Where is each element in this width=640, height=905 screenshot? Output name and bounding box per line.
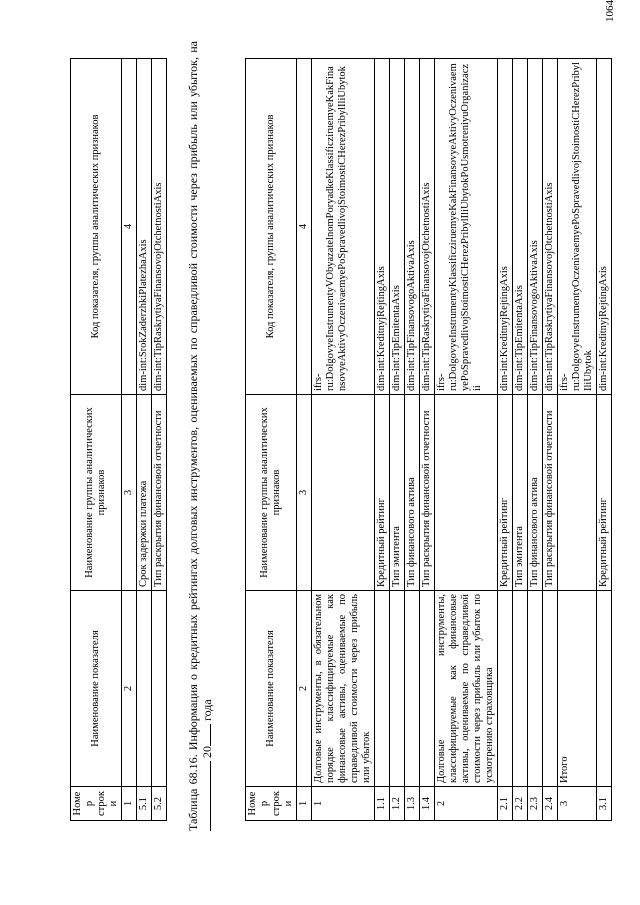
- code-cell: ifrs-ru:DolgovyeInstrumentyOczenivaemyePoSpravedlivojStoimostiCHerezPribylIliUbytok: [558, 59, 597, 395]
- caption-year-word: года: [200, 699, 214, 721]
- table-row: [528, 59, 543, 821]
- header-group-name: Наименование группы аналитических признаков: [71, 395, 122, 591]
- group-name-cell: Срок задержки платежа: [137, 395, 152, 591]
- column-number: 2: [122, 591, 137, 787]
- table-row: [435, 59, 498, 821]
- column-number: 3: [297, 395, 312, 591]
- caption-year-prefix: 20: [200, 746, 214, 758]
- table-row: [420, 59, 435, 821]
- column-number: 4: [297, 59, 312, 395]
- caption-text: Таблица 68.16. Информация о кредитных рейтингах долговых инструментов, оцениваемых по справедливой стоимости через прибыль или убыток, на: [186, 41, 200, 831]
- row-number-cell: 2.3: [528, 787, 543, 821]
- row-number-cell: 5.1: [137, 787, 152, 821]
- row-number-cell: 1: [312, 787, 375, 821]
- group-name-cell: Тип эмитента: [390, 395, 405, 591]
- row-number-cell: 2.1: [498, 787, 513, 821]
- group-name-cell: Кредитный рейтинг: [498, 395, 513, 591]
- group-name-cell: [558, 395, 597, 591]
- indicator-name-cell: [152, 591, 167, 787]
- table-68-15-continuation: [70, 58, 167, 821]
- table-row: [543, 59, 558, 821]
- code-cell: dim-int:TipRaskrytiyaFinansovojOtchetnostiAxis: [152, 59, 167, 395]
- indicator-name-cell: [137, 591, 152, 787]
- date-blank: [200, 761, 211, 831]
- code-cell: dim-int:KreditnyjRejtingAxis: [498, 59, 513, 395]
- row-number-cell: 2: [435, 787, 498, 821]
- row-number-cell: 1.3: [405, 787, 420, 821]
- group-name-cell: Тип раскрытия финансовой отчетности: [420, 395, 435, 591]
- row-number-cell: 2.2: [513, 787, 528, 821]
- indicator-name-cell: Долговые инструменты, в обязательном порядке классифицируемые как финансовые активы, оцениваемые по справедливой стоимости через прибыль или убыток: [312, 591, 375, 787]
- page-number: 1064: [604, 0, 616, 22]
- column-number: 2: [297, 591, 312, 787]
- code-cell: dim-int:TipRaskrytiyaFinansovojOtchetnostiAxis: [543, 59, 558, 395]
- table-row: [152, 59, 167, 821]
- table-row: [405, 59, 420, 821]
- table-caption: [186, 41, 214, 831]
- group-name-cell: Кредитный рейтинг: [375, 395, 390, 591]
- row-number-cell: 1.2: [390, 787, 405, 821]
- column-number: 4: [122, 59, 137, 395]
- table-row: [558, 59, 597, 821]
- year-blank: [200, 724, 211, 746]
- table-row: [513, 59, 528, 821]
- indicator-name-cell: [420, 591, 435, 787]
- indicator-name-cell: Долговые инструменты, классифицируемые как финансовые активы, оцениваемые по справедливой стоимости через прибыль или убыток по усмотрению страховщика: [435, 591, 498, 787]
- group-name-cell: Тип эмитента: [513, 395, 528, 591]
- group-name-cell: Тип финансового актива: [528, 395, 543, 591]
- code-cell: dim-int:KreditnyjRejtingAxis: [375, 59, 390, 395]
- code-cell: dim-int:TipFinansovogoAktivaAxis: [405, 59, 420, 395]
- group-name-cell: [435, 395, 498, 591]
- column-number: 1: [122, 787, 137, 821]
- header-indicator-name: Наименование показателя: [246, 591, 297, 787]
- group-name-cell: Кредитный рейтинг: [597, 395, 612, 591]
- header-code: Код показателя, группы аналитических признаков: [71, 59, 122, 395]
- group-name-cell: Тип раскрытия финансовой отчетности: [152, 395, 167, 591]
- row-number-cell: 3: [558, 787, 597, 821]
- code-cell: ifrs-ru:DolgovyeInstrumentyVObyazatelnomPoryadkeKlassificziruemyeKakFinansovyeAktivyOczenivaemyePoSpravedlivojStoimostiCHerezPribylIliUbytok: [312, 59, 375, 395]
- column-number: 1: [297, 787, 312, 821]
- indicator-name-cell: [498, 591, 513, 787]
- row-number-cell: 1.1: [375, 787, 390, 821]
- header-row-number: Номер строки: [246, 787, 297, 821]
- table-row: [312, 59, 375, 821]
- table-row: [597, 59, 612, 821]
- table-row: [390, 59, 405, 821]
- code-cell: ifrs-ru:DolgovyeInstrumentyKlassificziruemyeKakFinansovyeAktivyOczenivaemyePoSpravedlivojStoimostiCHerezPribylIliUbytokPoUsmotreniyuOrganizaczii: [435, 59, 498, 395]
- row-number-cell: 1.4: [420, 787, 435, 821]
- group-name-cell: [312, 395, 375, 591]
- row-number-cell: 5.2: [152, 787, 167, 821]
- indicator-name-cell: [543, 591, 558, 787]
- header-group-name: Наименование группы аналитических признаков: [246, 395, 297, 591]
- column-number: 3: [122, 395, 137, 591]
- header-indicator-name: Наименование показателя: [71, 591, 122, 787]
- code-cell: dim-int:TipFinansovogoAktivaAxis: [528, 59, 543, 395]
- header-code: Код показателя, группы аналитических признаков: [246, 59, 297, 395]
- code-cell: dim-int:KreditnyjRejtingAxis: [597, 59, 612, 395]
- group-name-cell: Тип раскрытия финансовой отчетности: [543, 395, 558, 591]
- row-number-cell: 3.1: [597, 787, 612, 821]
- table-68-16: [245, 58, 612, 821]
- indicator-name-cell: Итого: [558, 591, 597, 787]
- code-cell: dim-int:TipEmitentaAxis: [513, 59, 528, 395]
- table-row: [137, 59, 152, 821]
- indicator-name-cell: [405, 591, 420, 787]
- group-name-cell: Тип финансового актива: [405, 395, 420, 591]
- code-cell: dim-int:TipRaskrytiyaFinansovojOtchetnostiAxis: [420, 59, 435, 395]
- code-cell: dim-int:TipEmitentaAxis: [390, 59, 405, 395]
- indicator-name-cell: [375, 591, 390, 787]
- indicator-name-cell: [528, 591, 543, 787]
- indicator-name-cell: [513, 591, 528, 787]
- indicator-name-cell: [597, 591, 612, 787]
- indicator-name-cell: [390, 591, 405, 787]
- table-row: [498, 59, 513, 821]
- row-number-cell: 2.4: [543, 787, 558, 821]
- table-row: [375, 59, 390, 821]
- header-row-number: Номер строки: [71, 787, 122, 821]
- code-cell: dim-int:SrokZaderzhkiPlatezhaAxis: [137, 59, 152, 395]
